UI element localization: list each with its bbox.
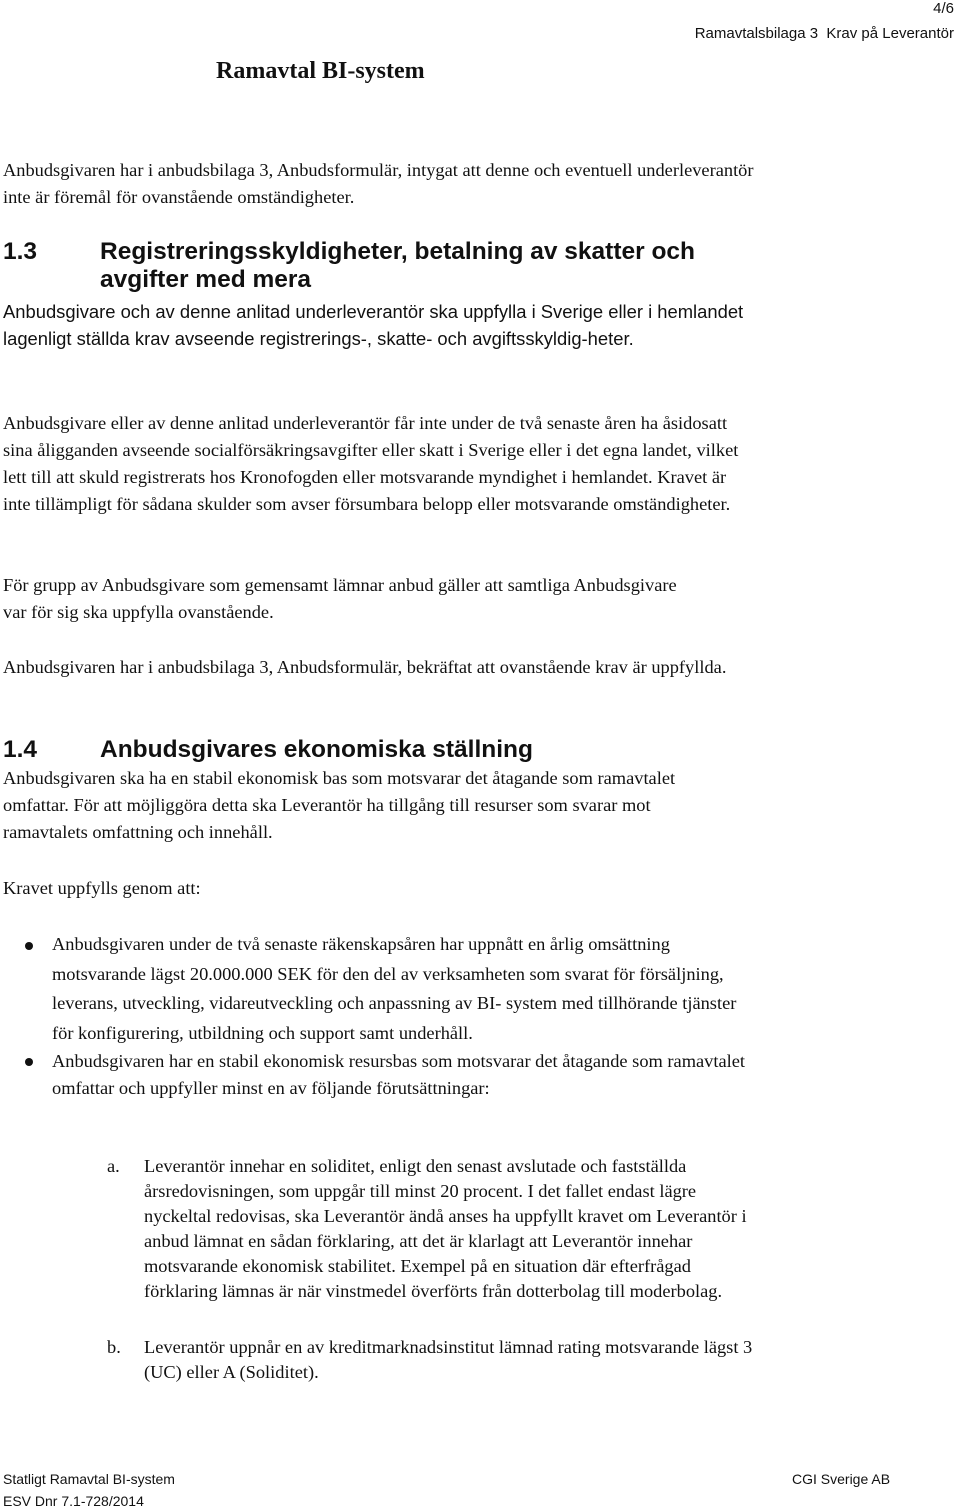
sub-item-a (107, 1154, 757, 1304)
section-number: 1.3 (3, 238, 38, 265)
footer-reference-number: ESV Dnr 7.1-728/2014 (3, 1493, 144, 1509)
bullet-text: Anbudsgivaren under de två senaste räkenskapsåren har uppnått en årlig omsättning motsvarande lägst 20.000.000 SEK för den del av verksamheten som svarat för försäljning, leverans, utveckling, vidareutveckling och anpassning av BI- system med tillhörande tjänster för konfigurering, utbildning och support samt underhåll. (52, 934, 737, 1043)
section-1-4-heading (3, 736, 763, 766)
sub-item-text: Leverantör innehar en soliditet, enligt den senast avslutade och fastställda årsredovisningen, som uppgår till minst 20 procent. I det fallet endast lägre nyckeltal redovisas, ska Leverantör ändå anses ha uppfyllt kravet om Leverantör i anbud lämnat en sådan förklaring, att det är klarlagt att Leverantör innehar motsvarande ekonomisk stabilitet. Exempel på en situation där efterfrågad förklaring lämnas är när vinstmedel överförts från dotterbolag till moderbolag. (144, 1156, 747, 1301)
bullet-icon (25, 942, 33, 950)
bullet-icon (25, 1058, 33, 1066)
footer-agreement-name: Statligt Ramavtal BI-system (3, 1471, 175, 1487)
attachment-header: Ramavtalsbilaga 3 Krav på Leverantör (694, 25, 954, 42)
sub-item-letter: a. (107, 1156, 120, 1176)
section-1-4-paragraph-2: Kravet uppfylls genom att: (3, 878, 201, 898)
section-1-3-paragraph-2: Anbudsgivare eller av denne anlitad underleverantör får inte under de två senaste åren ha åsidosatt sina åligganden avseende socialförsäkringsavgifter eller skatt i Sverige eller i det egna landet, vilket lett till att skuld registrerats hos Kronofogden eller motsvarande myndighet i hemlandet. Kravet är inte tillämpligt för sådana skulder som avser försumbara belopp eller motsvarande omständigheter. (3, 413, 739, 514)
page-number: 4/6 (933, 0, 954, 17)
intro-paragraph: Anbudsgivaren har i anbudsbilaga 3, Anbudsformulär, intygat att denne och eventuell underleverantör inte är föremål för ovanstående omständigheter. (3, 160, 754, 207)
section-number: 1.4 (3, 736, 38, 763)
bullet-text: Anbudsgivaren har en stabil ekonomisk resursbas som motsvarar det åtagande som ramavtalet omfattar och uppfyller minst en av följande förutsättningar: (52, 1051, 746, 1098)
section-1-3-heading (3, 238, 763, 298)
section-1-4-paragraph-1: Anbudsgivaren ska ha en stabil ekonomisk bas som motsvarar det åtagande som ramavtalet omfattar. För att möjliggöra detta ska Leverantör ha tillgång till resurser som svarar mot ramavtalets omfattning och innehåll. (3, 768, 676, 842)
bullet-item (0, 930, 752, 1048)
bullet-item (0, 1048, 752, 1102)
sub-item-letter: b. (107, 1337, 121, 1357)
sub-item-b (107, 1335, 757, 1385)
document-title: Ramavtal BI-system (216, 58, 425, 84)
footer-company: CGI Sverige AB (792, 1471, 891, 1487)
section-1-3-paragraph-3: För grupp av Anbudsgivare som gemensamt lämnar anbud gäller att samtliga Anbudsgivare var för sig ska uppfylla ovanstående. (3, 575, 677, 622)
section-title: Registreringsskyldigheter, betalning av skatter och avgifter med mera (100, 238, 695, 293)
section-1-3-paragraph-4: Anbudsgivaren har i anbudsbilaga 3, Anbudsformulär, bekräftat att ovanstående krav är uppfyllda. (3, 657, 727, 677)
section-1-3-paragraph-1: Anbudsgivare och av denne anlitad underleverantör ska uppfylla i Sverige eller i hemlandet lagenligt ställda krav avseende registrerings-, skatte- och avgiftsskyldig-heter. (3, 301, 744, 349)
requirement-bullet-list (0, 930, 752, 1102)
sub-item-text: Leverantör uppnår en av kreditmarknadsinstitut lämnad rating motsvarande lägst 3 (UC) eller A (Soliditet). (144, 1337, 753, 1382)
section-title: Anbudsgivares ekonomiska ställning (100, 736, 533, 763)
